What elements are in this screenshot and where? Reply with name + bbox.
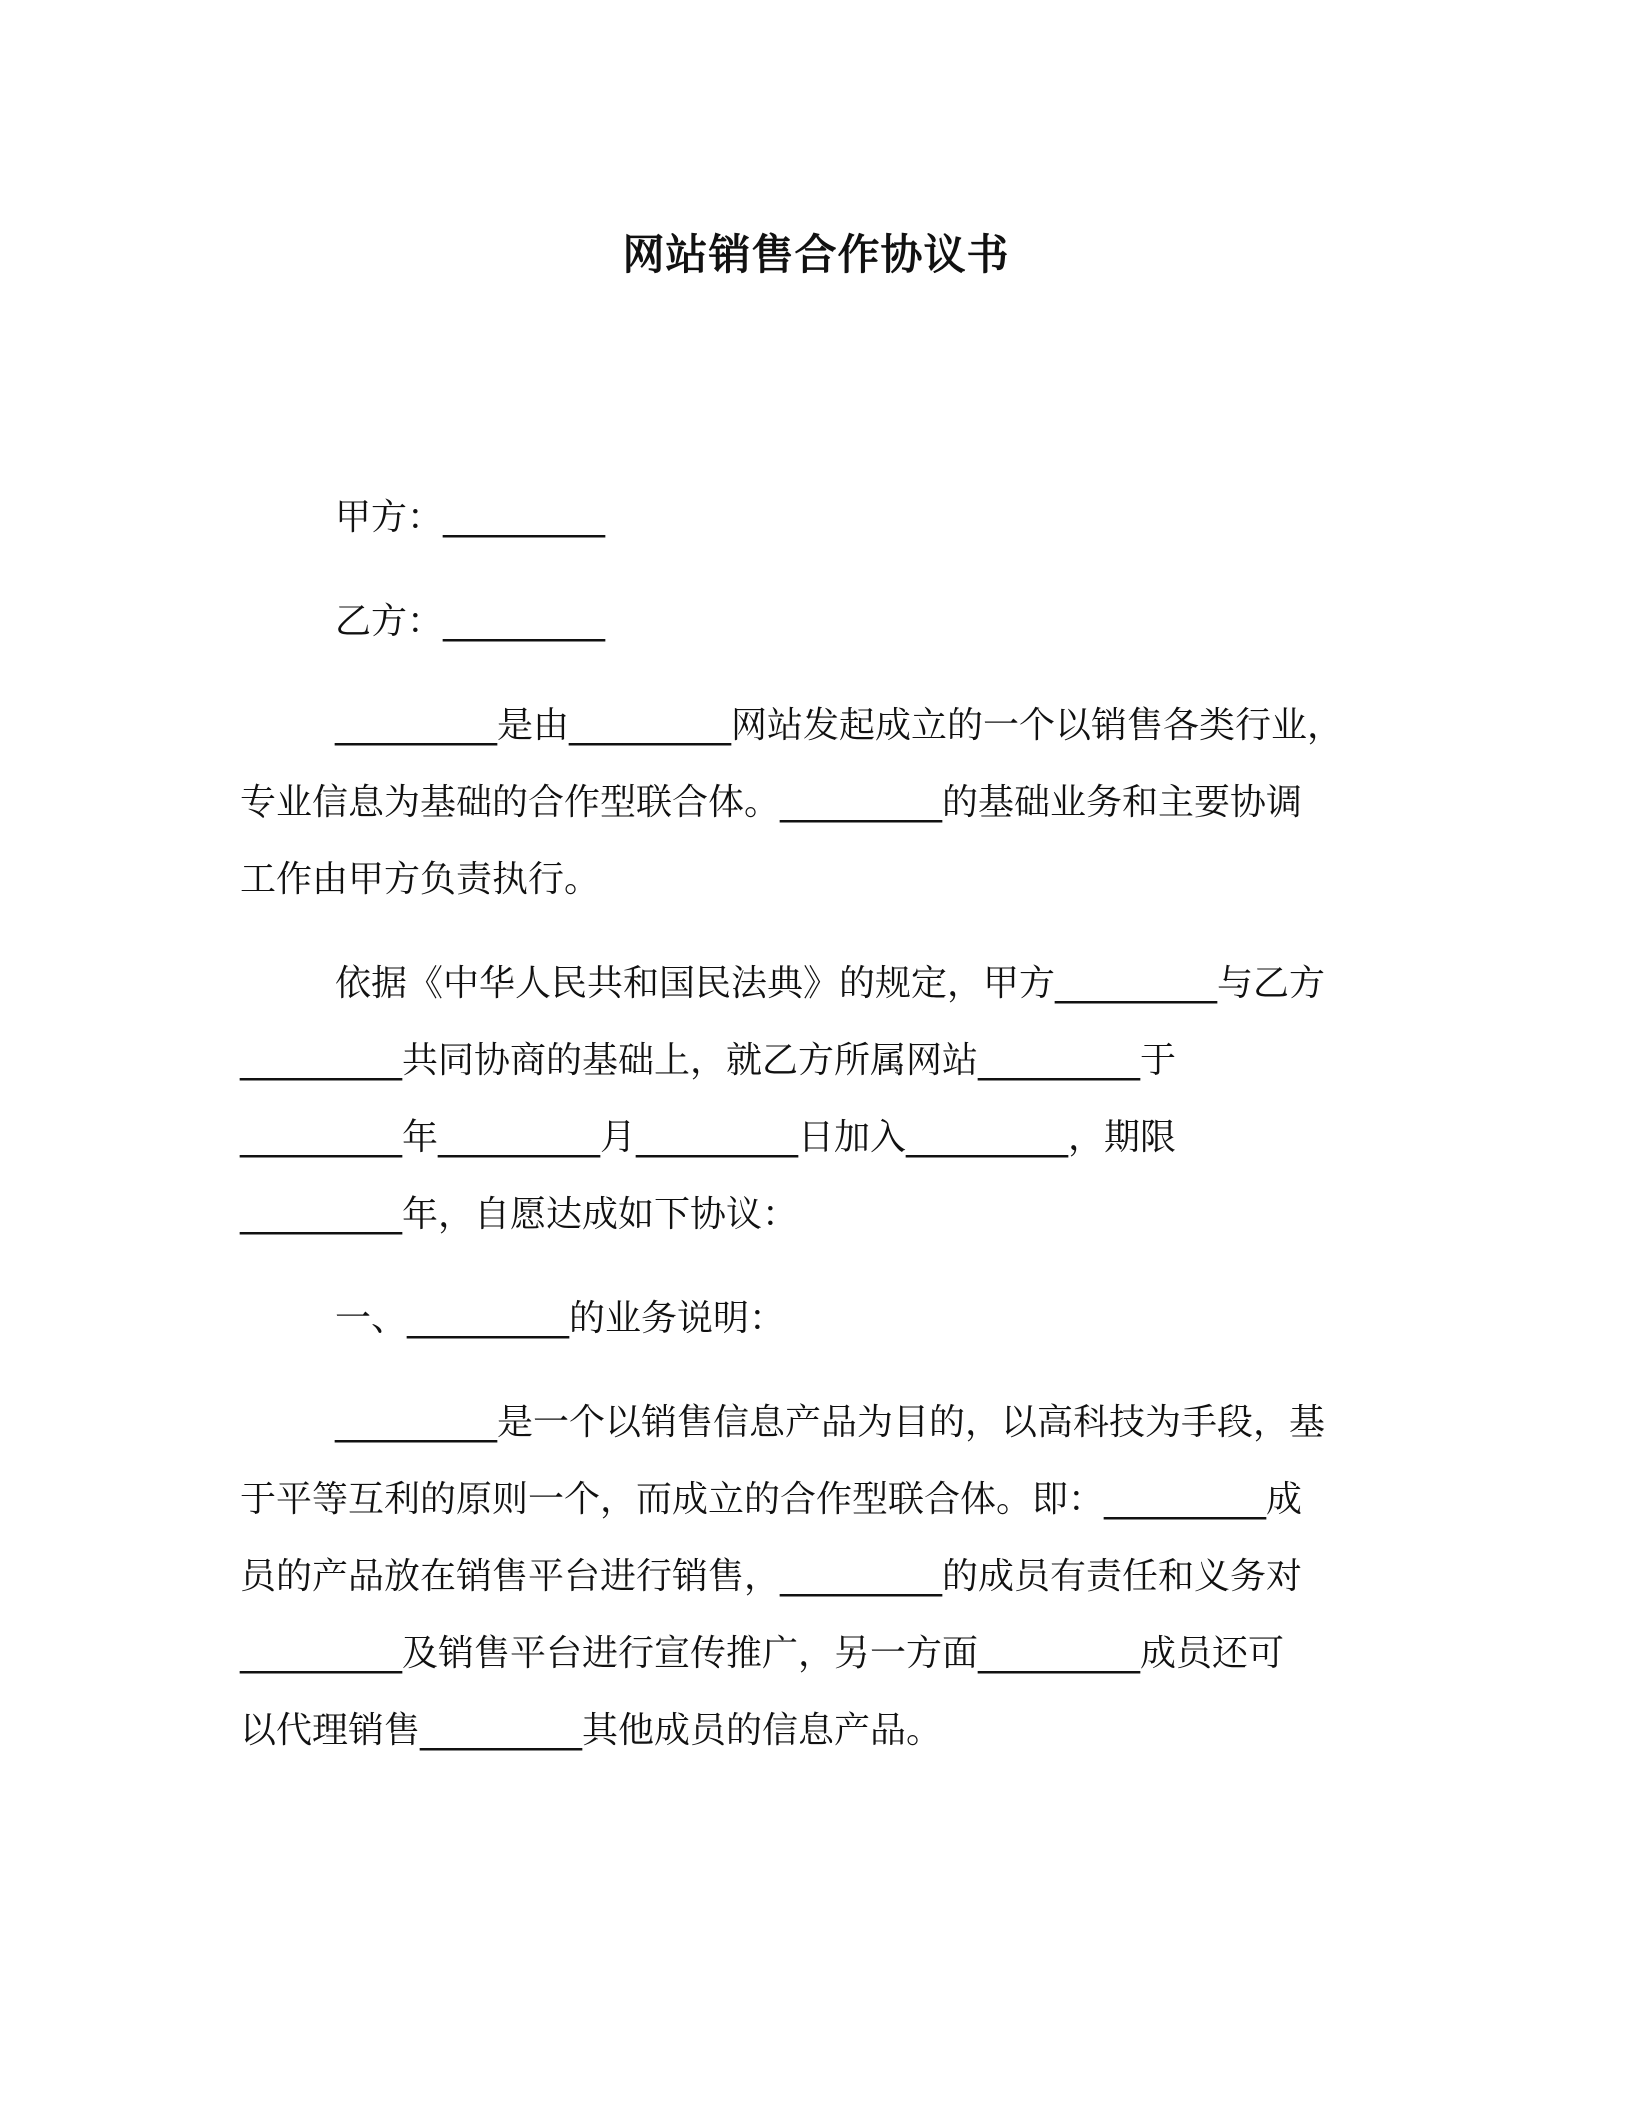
document-title: 网站销售合作协议书 [622,230,1010,279]
party-b-line: 乙方：_________ [335,601,606,642]
paragraph-1-line-3: 工作由甲方负责执行。 [240,859,601,900]
paragraph-2-line-4: _________年，自愿达成如下协议： [240,1194,799,1235]
paragraph-2-line-1: 依据《中华人民共和国民法典》的规定，甲方_________与乙方 [335,963,1326,1004]
paragraph-3-line-5: 以代理销售_________其他成员的信息产品。 [240,1710,943,1751]
paragraph-3-line-3: 员的产品放在销售平台进行销售，_________的成员有责任和义务对 [240,1556,1303,1597]
paragraph-2-line-3: _________年_________月_________日加入_________，期限 [240,1117,1177,1158]
paragraph-2-line-2: _________共同协商的基础上，就乙方所属网站_________于 [240,1040,1177,1081]
paragraph-3-line-1: _________是一个以销售信息产品为目的，以高科技为手段，基 [335,1402,1326,1443]
paragraph-3-line-4: _________及销售平台进行宣传推广，另一方面_________成员还可 [240,1633,1285,1674]
paragraph-3-line-2: 于平等互利的原则一个，而成立的合作型联合体。即：_________成 [240,1479,1303,1520]
section-heading-1: 一、_________的业务说明： [335,1298,786,1339]
party-a-line: 甲方：_________ [335,497,606,538]
paragraph-1-line-1: _________是由_________网站发起成立的一个以销售各类行业， [335,705,1344,746]
paragraph-1-line-2: 专业信息为基础的合作型联合体。_________的基础业务和主要协调 [240,782,1303,823]
